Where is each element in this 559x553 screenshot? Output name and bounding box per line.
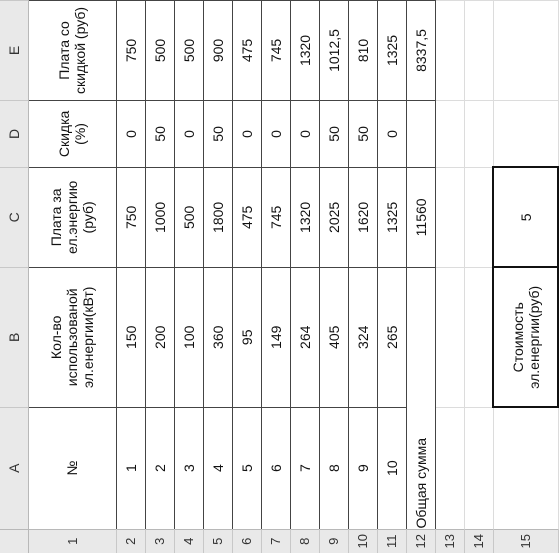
cell-b8[interactable]: 264: [290, 267, 319, 407]
cell-e4[interactable]: 500: [174, 1, 203, 101]
cell-b9[interactable]: 405: [319, 267, 348, 407]
cell-a7[interactable]: 6: [261, 407, 290, 529]
cell-c7[interactable]: 745: [261, 167, 290, 267]
row-header-7[interactable]: 7: [261, 529, 290, 553]
row-header-12[interactable]: 12: [406, 529, 435, 553]
cell-d12[interactable]: [406, 100, 435, 167]
cell-c10[interactable]: 1620: [348, 167, 377, 267]
row-header-15[interactable]: 15: [493, 529, 558, 553]
cell-a14[interactable]: [464, 407, 493, 529]
cell-e5[interactable]: 900: [203, 1, 232, 101]
cell-a9[interactable]: 8: [319, 407, 348, 529]
cell-b3[interactable]: 200: [145, 267, 174, 407]
header-cell-discounted-payment[interactable]: Плата со скидкой (руб): [28, 1, 116, 101]
row-header-5[interactable]: 5: [203, 529, 232, 553]
cell-d3[interactable]: 50: [145, 100, 174, 167]
cell-a4[interactable]: 3: [174, 407, 203, 529]
cell-a5[interactable]: 4: [203, 407, 232, 529]
cell-c11[interactable]: 1325: [377, 167, 406, 267]
cell-a2[interactable]: 1: [116, 407, 145, 529]
cell-a13[interactable]: [435, 407, 464, 529]
cell-d4[interactable]: 0: [174, 100, 203, 167]
select-all-corner[interactable]: [0, 529, 28, 553]
cell-a8[interactable]: 7: [290, 407, 319, 529]
header-cell-energy-used[interactable]: Кол-во использованой эл.енергии(кВт): [28, 267, 116, 407]
cell-e8[interactable]: 1320: [290, 1, 319, 101]
cell-d7[interactable]: 0: [261, 100, 290, 167]
cell-d8[interactable]: 0: [290, 100, 319, 167]
cell-d15[interactable]: [493, 100, 558, 167]
cell-c13[interactable]: [435, 167, 464, 267]
row-header-6[interactable]: 6: [232, 529, 261, 553]
cell-d14[interactable]: [464, 100, 493, 167]
row-header-4[interactable]: 4: [174, 529, 203, 553]
column-header-c[interactable]: C: [0, 167, 28, 267]
cell-a6[interactable]: 5: [232, 407, 261, 529]
cell-e15[interactable]: [493, 1, 558, 101]
cell-b13[interactable]: [435, 267, 464, 407]
header-cell-discount[interactable]: Скидка (%): [28, 100, 116, 167]
cell-d6[interactable]: 0: [232, 100, 261, 167]
row-header-14[interactable]: 14: [464, 529, 493, 553]
cell-e3[interactable]: 500: [145, 1, 174, 101]
column-header-b[interactable]: B: [0, 267, 28, 407]
row-header-1[interactable]: 1: [28, 529, 116, 553]
row-header-11[interactable]: 11: [377, 529, 406, 553]
cell-a3[interactable]: 2: [145, 407, 174, 529]
cell-d10[interactable]: 50: [348, 100, 377, 167]
row-header-8[interactable]: 8: [290, 529, 319, 553]
column-header-e[interactable]: E: [0, 1, 28, 101]
cell-a11[interactable]: 10: [377, 407, 406, 529]
cell-b2[interactable]: 150: [116, 267, 145, 407]
cost-label-cell[interactable]: Стоимость эл.енергии(руб): [493, 267, 558, 407]
cell-b11[interactable]: 265: [377, 267, 406, 407]
cell-c6[interactable]: 475: [232, 167, 261, 267]
cell-c5[interactable]: 1800: [203, 167, 232, 267]
cell-c2[interactable]: 750: [116, 167, 145, 267]
header-cell-number[interactable]: №: [28, 407, 116, 529]
cell-b14[interactable]: [464, 267, 493, 407]
row-header-10[interactable]: 10: [348, 529, 377, 553]
row-header-2[interactable]: 2: [116, 529, 145, 553]
total-label-cell[interactable]: Общая сумма: [406, 267, 435, 529]
cell-e11[interactable]: 1325: [377, 1, 406, 101]
column-header-a[interactable]: A: [0, 407, 28, 529]
cell-a10[interactable]: 9: [348, 407, 377, 529]
cell-d9[interactable]: 50: [319, 100, 348, 167]
cell-c14[interactable]: [464, 167, 493, 267]
cell-c3[interactable]: 1000: [145, 167, 174, 267]
total-payment-cell[interactable]: 11560: [406, 167, 435, 267]
cell-b7[interactable]: 149: [261, 267, 290, 407]
cost-value-cell[interactable]: 5: [493, 167, 558, 267]
cell-b4[interactable]: 100: [174, 267, 203, 407]
cell-e10[interactable]: 810: [348, 1, 377, 101]
cell-e2[interactable]: 750: [116, 1, 145, 101]
cell-d5[interactable]: 50: [203, 100, 232, 167]
cell-b5[interactable]: 360: [203, 267, 232, 407]
cell-d2[interactable]: 0: [116, 100, 145, 167]
cell-b10[interactable]: 324: [348, 267, 377, 407]
row-header-3[interactable]: 3: [145, 529, 174, 553]
cell-b6[interactable]: 95: [232, 267, 261, 407]
cell-e9[interactable]: 1012,5: [319, 1, 348, 101]
cell-a15[interactable]: [493, 407, 558, 529]
cell-c9[interactable]: 2025: [319, 167, 348, 267]
cell-c4[interactable]: 500: [174, 167, 203, 267]
header-cell-payment[interactable]: Плата за ел.энергию (руб): [28, 167, 116, 267]
cell-d11[interactable]: 0: [377, 100, 406, 167]
cell-c8[interactable]: 1320: [290, 167, 319, 267]
cell-e7[interactable]: 745: [261, 1, 290, 101]
column-header-d[interactable]: D: [0, 100, 28, 167]
cell-e13[interactable]: [435, 1, 464, 101]
total-discounted-cell[interactable]: 8337,5: [406, 1, 435, 101]
cell-e6[interactable]: 475: [232, 1, 261, 101]
cell-d13[interactable]: [435, 100, 464, 167]
row-header-9[interactable]: 9: [319, 529, 348, 553]
row-header-13[interactable]: 13: [435, 529, 464, 553]
cell-e14[interactable]: [464, 1, 493, 101]
